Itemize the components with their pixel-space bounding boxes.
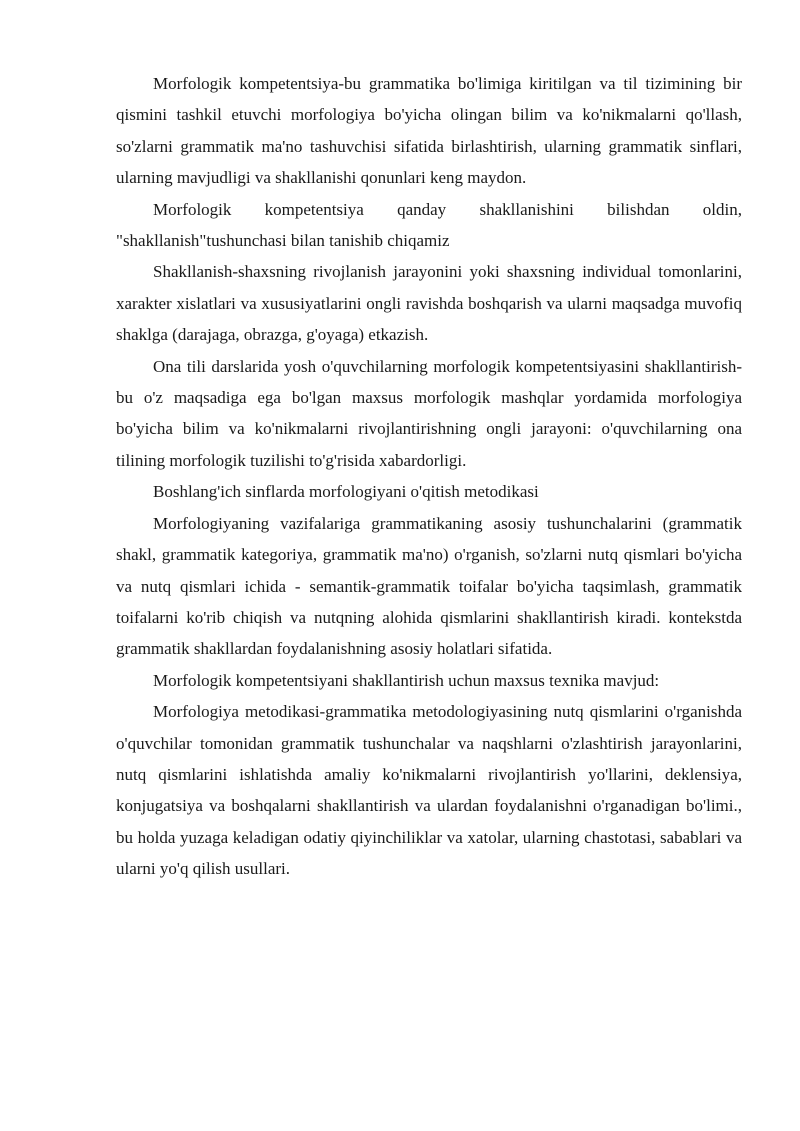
paragraph-3: Shakllanish-shaxsning rivojlanish jarayonini yoki shaxsning individual tomonlarini, xarakter xislatlari va xususiyatlarini ongli ravishda boshqarish va ularni maqsadga muvofiq shaklga (darajaga, obrazga, g'oyaga) etkazish. [116,262,742,345]
paragraph-4: Ona tili darslarida yosh o'quvchilarning morfologik kompetentsiyasini shakllantirish-bu o'z maqsadiga ega bo'lgan maxsus morfologik mashqlar yordamida morfologiya bo'yicha bilim va ko'nikmalarni rivojlantirishning ongli jarayoni: o'quvchilarning ona tilining morfologik tuzilishi to'g'risida xabardorligi. [116,356,742,470]
section-heading: Boshlang'ich sinflarda morfologiyani o'qitish metodikasi [153,482,539,502]
paragraph-2: Morfologik kompetentsiya qanday shakllanishini bilishdan oldin, "shakllanish"tushunchasi bilan tanishib chiqamiz [116,199,742,251]
paragraph-1: Morfologik kompetentsiya-bu grammatika bo'limiga kiritilgan va til tizimining bir qismini tashkil etuvchi morfologiya bo'yicha olingan bilim va ko'nikmalarni qo'llash, so'zlarni grammatik ma'no tashuvchisi sifatida birlashtirish, ularning grammatik sinflari, ularning mavjudligi va shakllanishi qonunlari keng maydon. [116,74,742,188]
paragraph-7: Morfologiya metodikasi-grammatika metodologiyasining nutq qismlarini o'rganishda o'quvchilar tomonidan grammatik tushunchalar va naqshlarni o'zlashtirish jarayonlarini, nutq qismlarini ishlatishda amaliy ko'nikmalarni rivojlantirish yo'llarini, deklensiya, konjugatsiya va boshqalarni shakllantirish va ulardan foydalanishni o'rganadigan bo'limi., bu holda yuzaga keladigan odatiy qiyinchiliklar va xatolar, ularning chastotasi, sabablari va ularni yo'q qilish usullari. [116,702,742,879]
paragraph-5: Morfologiyaning vazifalariga grammatikaning asosiy tushunchalarini (grammatik shakl, grammatik kategoriya, grammatik ma'no) o'rganish, so'zlarni nutq qismlari bo'yicha va nutq qismlari ichida - semantik-grammatik toifalar bo'yicha taqsimlash, grammatik toifalarni ko'rib chiqish va nutqning alohida qismlarini shakllantirish kiradi. kontekstda grammatik shakllardan foydalanishning asosiy holatlari sifatida. [116,513,742,659]
paragraph-6: Morfologik kompetentsiyani shakllantirish uchun maxsus texnika mavjud: [153,670,660,690]
document-body [116,68,742,885]
